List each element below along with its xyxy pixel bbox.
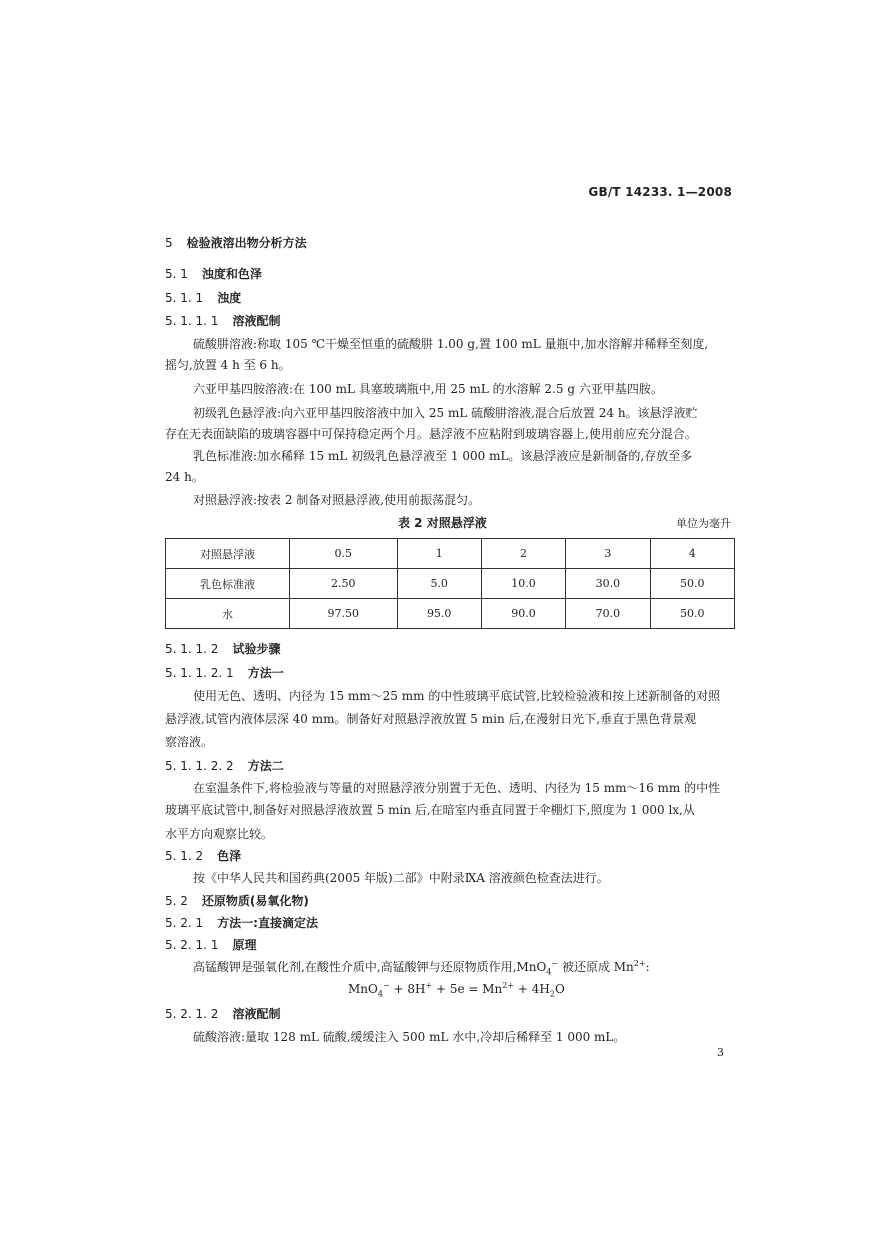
table-cell: 95.0 xyxy=(397,599,481,629)
table-cell: 4 xyxy=(650,539,734,569)
paragraph-color: 按《中华人民共和国药典(2005 年版)二部》中附录ⅨA 溶液颜色检查法进行。 xyxy=(193,871,609,885)
paragraph-method2-line2: 玻璃平底试管中,制备好对照悬浮液放置 5 min 后,在暗室内垂直同置于伞棚灯下,照度为 1 000 lx,从 xyxy=(165,803,695,817)
section-5-1-1-2-2-heading: 5. 1. 1. 2. 2 方法二 xyxy=(165,759,284,773)
table-cell: 50.0 xyxy=(650,599,734,629)
standard-code: GB/T 14233. 1—2008 xyxy=(588,185,732,199)
section-5-1-1-2-1-heading: 5. 1. 1. 2. 1 方法一 xyxy=(165,666,284,680)
table-cell: 2.50 xyxy=(290,569,398,599)
table-cell: 97.50 xyxy=(290,599,398,629)
paragraph-standard-line1: 乳色标准液:加水稀释 15 mL 初级乳色悬浮液至 1 000 mL。该悬浮液应是新制备的,存放至多 xyxy=(193,449,693,463)
paragraph-reference-suspension: 对照悬浮液:按表 2 制备对照悬浮液,使用前振荡混匀。 xyxy=(193,493,481,507)
table-2-caption: 表 2 对照悬浮液 xyxy=(398,516,487,530)
paragraph-method1-line2: 悬浮液,试管内液体层深 40 mm。制备好对照悬浮液放置 5 min 后,在漫射日光下,垂直于黑色背景观 xyxy=(165,712,697,726)
page-number: 3 xyxy=(717,1046,724,1059)
paragraph-hydrazine-line2: 摇匀,放置 4 h 至 6 h。 xyxy=(165,358,291,372)
reaction-equation: $MnO_4^- + 8H^+ + 5e = Mn^{2+} + 4H_2O$ xyxy=(348,981,565,999)
table-row xyxy=(166,569,735,599)
table-cell: 30.0 xyxy=(566,569,650,599)
table-cell: 70.0 xyxy=(566,599,650,629)
table-cell: 90.0 xyxy=(481,599,565,629)
table-row-label: 乳色标准液 xyxy=(166,569,290,599)
section-5-2-1-heading: 5. 2. 1 方法一:直接滴定法 xyxy=(165,916,318,930)
table-row xyxy=(166,539,735,569)
paragraph-hexamine: 六亚甲基四胺溶液:在 100 mL 具塞玻璃瓶中,用 25 mL 的水溶解 2.5 g 六亚甲基四胺。 xyxy=(193,382,663,396)
table-row xyxy=(166,599,735,629)
section-5-2-1-1-heading: 5. 2. 1. 1 原理 xyxy=(165,938,257,952)
paragraph-hydrazine-line1: 硫酸肼溶液:称取 105 ℃干燥至恒重的硫酸肼 1.00 g,置 100 mL 量瓶中,加水溶解并稀释至刻度, xyxy=(193,337,709,351)
table-2 xyxy=(165,538,735,629)
section-5-1-heading: 5. 1 浊度和色泽 xyxy=(165,267,262,281)
paragraph-principle: 高锰酸钾是强氧化剂,在酸性介质中,高锰酸钾与还原物质作用,MnO$_4$− 被还原成 $Mn^{2+}$: xyxy=(193,959,650,977)
section-5-1-1-heading: 5. 1. 1 浊度 xyxy=(165,291,242,305)
paragraph-method1-line3: 察溶液。 xyxy=(165,735,214,749)
table-row-label: 对照悬浮液 xyxy=(166,539,290,569)
paragraph-sulfuric-acid: 硫酸溶液:量取 128 mL 硫酸,缓缓注入 500 mL 水中,冷却后稀释至 1 000 mL。 xyxy=(193,1030,626,1044)
paragraph-method1-line1: 使用无色、透明、内径为 15 mm～25 mm 的中性玻璃平底试管,比较检验液和按上述新制备的对照 xyxy=(193,689,721,703)
table-cell: 0.5 xyxy=(290,539,398,569)
section-5-heading: 5 检验液溶出物分析方法 xyxy=(165,236,307,250)
paragraph-primary-suspension-line1: 初级乳色悬浮液:向六亚甲基四胺溶液中加入 25 mL 硫酸肼溶液,混合后放置 24 h。该悬浮液贮 xyxy=(193,406,698,420)
section-5-2-1-2-heading: 5. 2. 1. 2 溶液配制 xyxy=(165,1007,281,1021)
table-cell: 5.0 xyxy=(397,569,481,599)
section-5-1-1-1-heading: 5. 1. 1. 1 溶液配制 xyxy=(165,314,281,328)
table-cell: 3 xyxy=(566,539,650,569)
table-2-unit: 单位为毫升 xyxy=(676,517,731,530)
table-cell: 2 xyxy=(481,539,565,569)
paragraph-standard-line2: 24 h。 xyxy=(165,470,204,484)
paragraph-primary-suspension-line2: 存在无表面缺陷的玻璃容器中可保持稳定两个月。悬浮液不应粘附到玻璃容器上,使用前应充分混合。 xyxy=(165,427,697,441)
paragraph-method2-line1: 在室温条件下,将检验液与等量的对照悬浮液分别置于无色、透明、内径为 15 mm～16 mm 的中性 xyxy=(193,781,721,795)
table-cell: 50.0 xyxy=(650,569,734,599)
section-5-2-heading: 5. 2 还原物质(易氧化物) xyxy=(165,894,309,908)
section-5-1-2-heading: 5. 1. 2 色泽 xyxy=(165,849,242,863)
table-cell: 10.0 xyxy=(481,569,565,599)
paragraph-method2-line3: 水平方向观察比较。 xyxy=(165,827,274,841)
section-5-1-1-2-heading: 5. 1. 1. 2 试验步骤 xyxy=(165,642,281,656)
table-cell: 1 xyxy=(397,539,481,569)
table-row-label: 水 xyxy=(166,599,290,629)
